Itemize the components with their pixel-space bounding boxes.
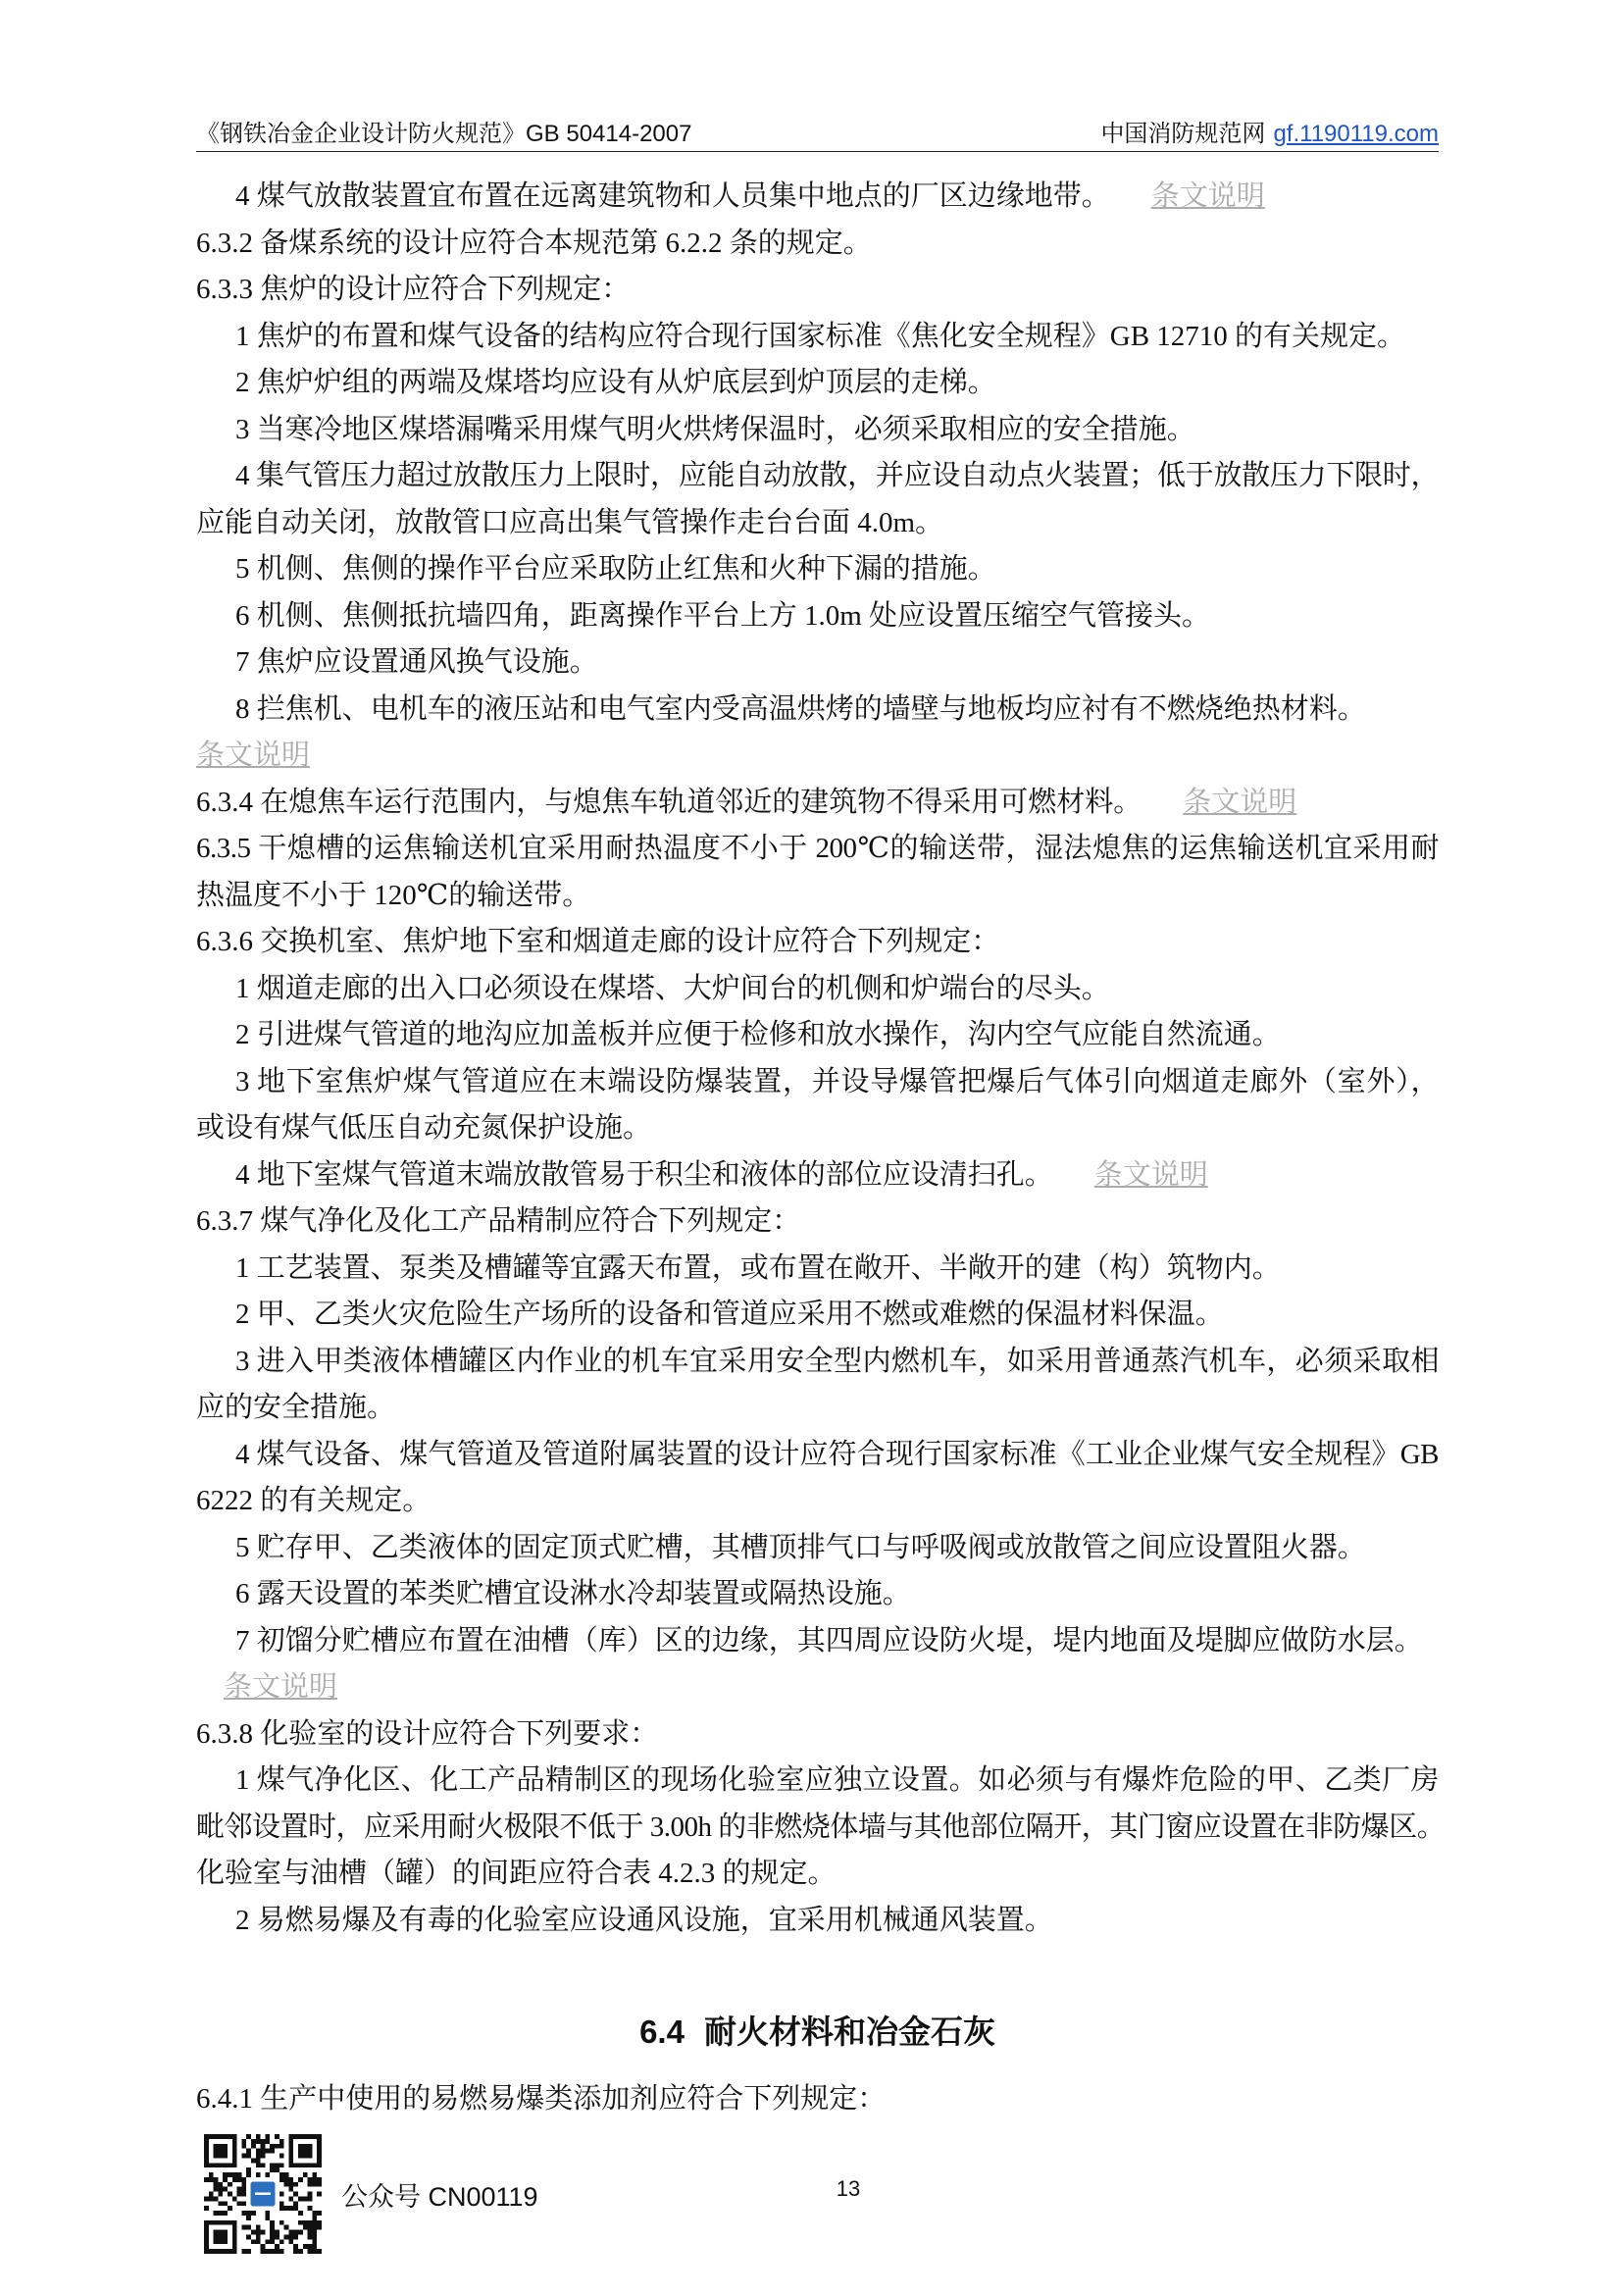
page-header <box>196 118 1439 152</box>
clause-6-4-1-intro: 6.4.1 生产中使用的易燃易爆类添加剂应符合下列规定： <box>196 2082 887 2115</box>
clause-6-3-5-line-2: 热温度不小于 120℃的输送带。 <box>196 879 591 911</box>
clause-6-3-8-item-2: 2 易燃易爆及有毒的化验室应设通风设施，宜采用机械通风装置。 <box>235 1904 1053 1936</box>
clause-6-3-3-item-2: 2 焦炉炉组的两端及煤塔均应设有从炉底层到炉顶层的走梯。 <box>235 367 996 398</box>
clause-6-3-3-item-6: 6 机侧、焦侧抵抗墙四角，距离操作平台上方 1.0m 处应设置压缩空气管接头。 <box>235 599 1211 632</box>
clause-6-3-6-item-3-line-1: 3 地下室焦炉煤气管道应在末端设防爆装置，并设导爆管把爆后气体引向烟道走廊外（室外）， <box>235 1065 1439 1097</box>
clause-note-link[interactable]: 条文说明 <box>1093 1158 1208 1191</box>
clause-6-3-6-item-1: 1 烟道走廊的出入口必须设在煤塔、大炉间台的机侧和炉端台的尽头。 <box>235 972 1110 1004</box>
clause-6-3-8-item-1-line-1: 1 煤气净化区、化工产品精制区的现场化验室应独立设置。如必须与有爆炸危险的甲、乙类厂房 <box>235 1764 1439 1796</box>
section-number: 6.4 <box>639 2013 685 2050</box>
section-heading-6-4 <box>196 2008 1439 2057</box>
clause-6-3-7-note-row <box>196 1664 1439 1711</box>
clause-6-3-6-item-4 <box>196 1152 1439 1199</box>
document-body <box>196 174 1446 2122</box>
wechat-account-label: 公众号 CN00119 <box>341 2182 538 2212</box>
item-text: 4 地下室煤气管道末端放散管易于积尘和液体的部位应设清扫孔。 <box>235 1158 1053 1191</box>
clause-6-3-7-item-5: 5 贮存甲、乙类液体的固定顶式贮槽，其槽顶排气口与呼吸阀或放散管之间应设置阻火器。 <box>235 1531 1366 1563</box>
header-site <box>1100 118 1439 151</box>
clause-6-3-6-item-3-line-2: 或设有煤气低压自动充氮保护设施。 <box>196 1112 652 1144</box>
clause-6-3-7-item-7: 7 初馏分贮槽应布置在油槽（库）区的边缘，其四周应设防火堤，堤内地面及堤脚应做防水层。 <box>235 1624 1423 1657</box>
clause-6-3-3-item-4-line-2: 应能自动关闭，放散管口应高出集气管操作走台台面 4.0m。 <box>196 506 944 538</box>
clause-6-3-6-intro: 6.3.6 交换机室、焦炉地下室和烟道走廊的设计应符合下列规定： <box>196 926 1000 957</box>
continued-clause-item-4 <box>196 174 1439 221</box>
item-text: 4 煤气放散装置宜布置在远离建筑物和人员集中地点的厂区边缘地带。 <box>235 180 1110 212</box>
clause-note-link[interactable]: 条文说明 <box>196 739 311 771</box>
clause-note-link[interactable]: 条文说明 <box>1150 180 1265 212</box>
clause-6-3-3-item-4-line-1: 4 集气管压力超过放散压力上限时，应能自动放散，并应设自动点火装置；低于放散压力下限时， <box>235 460 1439 491</box>
clause-6-3-3-note-row <box>196 733 1439 780</box>
clause-6-3-3-intro: 6.3.3 焦炉的设计应符合下列规定： <box>196 274 631 305</box>
clause-note-link[interactable]: 条文说明 <box>1183 786 1297 818</box>
qr-code-icon <box>204 2134 322 2254</box>
clause-6-3-7-item-3-line-2: 应的安全措施。 <box>196 1392 396 1423</box>
clause-6-3-7-item-4-line-2: 6222 的有关规定。 <box>196 1485 431 1516</box>
clause-6-3-2: 6.3.2 备煤系统的设计应符合本规范第 6.2.2 条的规定。 <box>196 227 872 259</box>
header-title-text: 《钢铁冶金企业设计防火规范》 <box>196 122 526 147</box>
clause-6-3-3-item-5: 5 机侧、焦侧的操作平台应采取防止红焦和火种下漏的措施。 <box>235 553 996 585</box>
clause-6-3-8-item-1-line-3: 化验室与油槽（罐）的间距应符合表 4.2.3 的规定。 <box>196 1858 837 1889</box>
clause-6-3-7-item-3-line-1: 3 进入甲类液体槽罐区内作业的机车宜采用安全型内燃机车，如采用普通蒸汽机车，必须采取相 <box>235 1345 1439 1377</box>
section-title: 耐火材料和冶金石灰 <box>703 2013 995 2050</box>
clause-text: 6.3.4 在熄焦车运行范围内，与熄焦车轨道邻近的建筑物不得采用可燃材料。 <box>196 786 1142 818</box>
clause-6-3-7-item-2: 2 甲、乙类火灾危险生产场所的设备和管道应采用不燃或难燃的保温材料保温。 <box>235 1299 1224 1330</box>
clause-6-3-7-intro: 6.3.7 煤气净化及化工产品精制应符合下列规定： <box>196 1205 801 1237</box>
clause-6-3-6-item-2: 2 引进煤气管道的地沟应加盖板并应便于检修和放水操作，沟内空气应能自然流通。 <box>235 1019 1281 1050</box>
clause-6-3-8-intro: 6.3.8 化验室的设计应符合下列要求： <box>196 1717 659 1750</box>
header-document-title <box>196 118 691 151</box>
clause-6-3-7-item-4-line-1: 4 煤气设备、煤气管道及管道附属装置的设计应符合现行国家标准《工业企业煤气安全规程》GB <box>235 1438 1439 1470</box>
page-number: 13 <box>836 2176 861 2201</box>
clause-6-3-7-item-6: 6 露天设置的苯类贮槽宜设淋水冷却装置或隔热设施。 <box>235 1578 911 1609</box>
clause-6-3-3-item-8: 8 拦焦机、电机车的液压站和电气室内受高温烘烤的墙壁与地板均应衬有不燃烧绝热材料。 <box>235 692 1366 725</box>
clause-6-3-3-item-7: 7 焦炉应设置通风换气设施。 <box>235 646 598 678</box>
clause-6-3-4 <box>196 780 1439 827</box>
header-standard-code: GB 50414-2007 <box>526 121 692 147</box>
header-site-link[interactable]: gf.1190119.com <box>1273 121 1439 147</box>
clause-6-3-8-item-1-line-2: 毗邻设置时，应采用耐火极限不低于 3.00h 的非燃烧体墙与其他部位隔开，其门窗应设置在非防爆区。 <box>196 1810 1446 1843</box>
clause-6-3-5-line-1: 6.3.5 干熄槽的运焦输送机宜采用耐热温度不小于 200℃的输送带，湿法熄焦的运焦输送机宜采用耐 <box>196 833 1439 864</box>
clause-6-3-7-item-1: 1 工艺装置、泵类及槽罐等宜露天布置，或布置在敞开、半敞开的建（构）筑物内。 <box>235 1251 1281 1284</box>
header-site-name: 中国消防规范网 <box>1100 122 1266 147</box>
clause-6-3-3-item-1: 1 焦炉的布置和煤气设备的结构应符合现行国家标准《焦化安全规程》GB 12710 的有关规定。 <box>235 320 1406 352</box>
clause-note-link[interactable]: 条文说明 <box>224 1671 338 1703</box>
clause-6-3-3-item-3: 3 当寒冷地区煤塔漏嘴采用煤气明火烘烤保温时，必须采取相应的安全措施。 <box>235 413 1195 445</box>
